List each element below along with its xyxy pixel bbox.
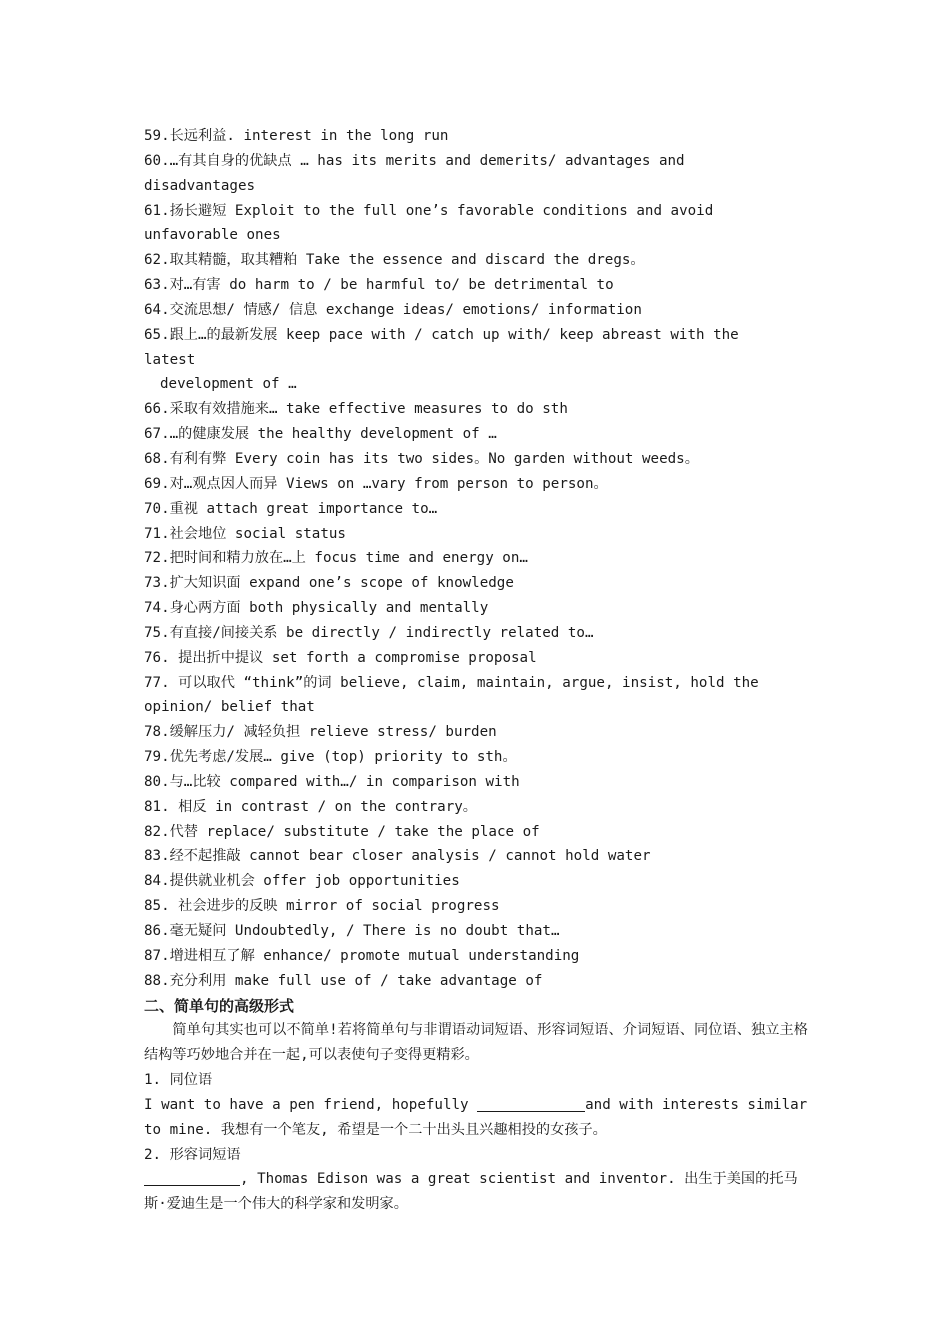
vocab-line: 68.有利有弊 Every coin has its two sides。No garden without weeds。 [144,450,699,467]
vocab-line: 67.…的健康发展 the healthy development of … [144,426,497,443]
vocab-line: 70.重视 attach great importance to… [144,500,438,517]
item1-title: 1. 同位语 [144,1072,213,1089]
vocab-line: development of … [160,376,297,393]
item2-after: , Thomas Edison was a great scientist and inventor. 出生于美国的托马斯·爱迪生是一个伟大的科学家和发明家。 [144,1171,798,1213]
answer-blank-1[interactable] [477,1095,585,1112]
vocab-line: 72.把时间和精力放在…上 focus time and energy on… [144,550,528,567]
item2-sentence [144,1167,808,1217]
vocab-line: 82.代替 replace/ substitute / take the place of [144,823,540,840]
vocab-line: 85. 社会进步的反映 mirror of social progress [144,898,500,915]
vocab-line: 87.增进相互了解 enhance/ promote mutual understanding [144,947,580,964]
vocab-line: 79.优先考虑/发展… give (top) priority to sth。 [144,749,517,766]
item1-sentence [144,1093,816,1143]
answer-blank-2[interactable] [144,1169,240,1186]
vocab-line: unfavorable ones [144,227,281,244]
vocab-line: 86.毫无疑问 Undoubtedly, / There is no doubt that… [144,923,560,939]
vocab-line: 64.交流思想/ 情感/ 信息 exchange ideas/ emotions/ information [144,301,642,318]
vocab-line: opinion/ belief that [144,699,315,716]
vocab-line: 75.有直接/间接关系 be directly / indirectly related to… [144,624,594,641]
item2-title: 2. 形容词短语 [144,1146,241,1163]
vocab-line: 84.提供就业机会 offer job opportunities [144,873,460,890]
document-page [144,124,816,1217]
vocab-line: 83.经不起推敲 cannot bear closer analysis / cannot hold water [144,848,651,865]
vocab-line: 73.扩大知识面 expand one’s scope of knowledge [144,575,514,592]
vocab-line: 63.对…有害 do harm to / be harmful to/ be detrimental to [144,277,614,294]
vocab-line: 77. 可以取代 “think”的词 believe, claim, maintain, argue, insist, hold the [144,674,759,691]
vocab-line: 78.缓解压力/ 减轻负担 relieve stress/ burden [144,724,497,741]
vocab-line: disadvantages [144,177,256,194]
item1-after: and with interests similar to mine. 我想有一个笔友, 希望是一个二十出头且兴趣相投的女孩子。 [144,1096,816,1138]
vocab-line: 76. 提出折中提议 set forth a compromise proposal [144,649,537,666]
item1-before: I want to have a pen friend, hopefully [144,1096,478,1113]
vocab-line: 65.跟上…的最新发展 keep pace with / catch up with/ keep abreast with the [144,326,739,343]
vocab-line: 59.长远利益. interest in the long run [144,128,449,144]
vocab-line: 62.取其精髓，取其糟粕 Take the essence and discard the dregs。 [144,252,645,269]
vocab-line: 74.身心两方面 both physically and mentally [144,600,489,617]
section-heading: 二、简单句的高级形式 [144,996,295,1015]
vocab-line: 60.…有其自身的优缺点 … has its merits and demerits/ advantages and [144,152,685,169]
vocab-line: 80.与…比较 compared with…/ in comparison with [144,773,520,790]
vocab-line: 81. 相反 in contrast / on the contrary。 [144,798,477,815]
vocabulary-list [144,124,808,994]
vocab-line: latest [144,351,196,368]
vocab-line: 61.扬长避短 Exploit to the full one’s favorable conditions and avoid [144,202,714,219]
section-intro: 简单句其实也可以不简单!若将简单句与非谓语动词短语、形容词短语、介词短语、同位语、独立主格结构等巧妙地合并在一起,可以表使句子变得更精彩。 [144,1022,808,1064]
vocab-line: 88.充分利用 make full use of / take advantage of [144,972,543,989]
vocab-line: 69.对…观点因人而异 Views on …vary from person to person。 [144,475,608,492]
vocab-line: 71.社会地位 social status [144,525,346,542]
vocab-line: 66.采取有效措施来… take effective measures to do sth [144,401,568,418]
